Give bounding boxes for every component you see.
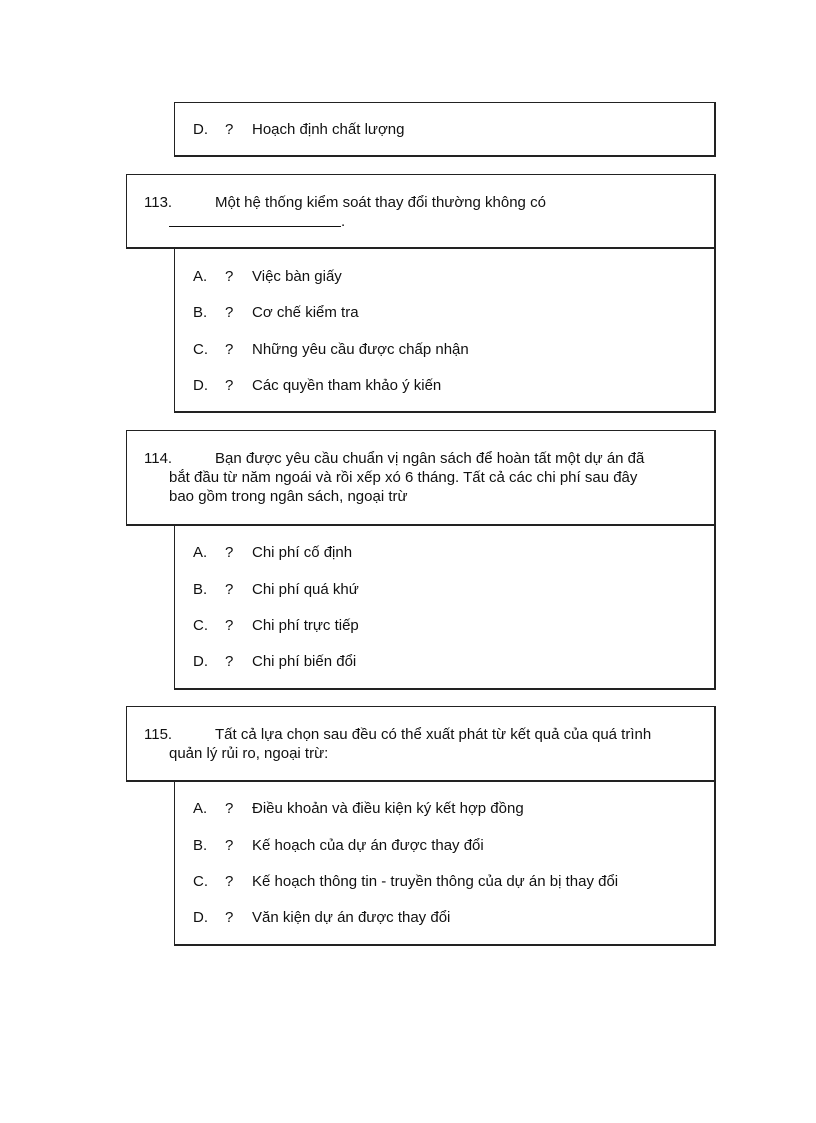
option-text: Kế hoạch thông tin - truyền thông của dự án bị thay đổi (252, 873, 619, 890)
question-113-options-box (174, 247, 716, 413)
question-line: quản lý rủi ro, ngoại trừ: (169, 745, 329, 762)
option-text: Cơ chế kiểm tra (252, 304, 359, 321)
option-c[interactable] (193, 616, 359, 636)
option-a[interactable] (193, 543, 352, 563)
option-mark: ? (225, 268, 234, 285)
option-text: Điều khoản và điều kiện ký kết hợp đồng (252, 800, 524, 817)
blank-suffix: . (341, 213, 346, 230)
option-d[interactable] (193, 120, 404, 140)
option-mark: ? (225, 581, 234, 598)
question-114-text (144, 449, 694, 506)
option-letter: B. (193, 581, 208, 598)
option-text: Những yêu cầu được chấp nhận (252, 341, 469, 358)
option-text: Hoạch định chất lượng (252, 121, 405, 138)
option-c[interactable] (193, 340, 469, 360)
option-text: Chi phí biến đổi (252, 653, 357, 670)
question-115-text (144, 725, 694, 763)
question-113-text (144, 193, 694, 231)
question-113-box (126, 174, 716, 249)
option-letter: A. (193, 800, 208, 817)
question-number: 114. (144, 450, 173, 467)
question-line: bắt đầu từ năm ngoái và rồi xếp xó 6 tháng. Tất cả các chi phí sau đây (169, 469, 638, 486)
option-letter: A. (193, 544, 208, 561)
option-text: Chi phí cố định (252, 544, 353, 561)
question-number: 115. (144, 726, 173, 743)
option-mark: ? (225, 873, 234, 890)
option-mark: ? (225, 121, 234, 138)
answer-blank (169, 212, 341, 227)
option-text: Các quyền tham khảo ý kiến (252, 377, 442, 394)
option-text: Chi phí quá khứ (252, 581, 359, 598)
option-letter: C. (193, 341, 208, 358)
question-114-box (126, 430, 716, 526)
question-number: 113. (144, 194, 173, 211)
option-mark: ? (225, 544, 234, 561)
option-text: Văn kiện dự án được thay đổi (252, 909, 451, 926)
option-mark: ? (225, 341, 234, 358)
option-letter: B. (193, 837, 208, 854)
option-d[interactable] (193, 652, 356, 672)
option-mark: ? (225, 837, 234, 854)
option-a[interactable] (193, 267, 342, 287)
question-line: Bạn được yêu cầu chuẩn vị ngân sách để hoàn tất một dự án đã (215, 450, 645, 467)
option-mark: ? (225, 800, 234, 817)
option-mark: ? (225, 304, 234, 321)
question-114-options-box (174, 524, 716, 690)
option-b[interactable] (193, 303, 359, 323)
option-mark: ? (225, 377, 234, 394)
question-115-options-box (174, 780, 716, 946)
q112-options-box (174, 102, 716, 157)
option-mark: ? (225, 909, 234, 926)
question-line: bao gồm trong ngân sách, ngoại trừ (169, 488, 408, 505)
question-115-box (126, 706, 716, 782)
option-text: Kế hoạch của dự án được thay đổi (252, 837, 484, 854)
question-line: Một hệ thống kiểm soát thay đổi thường không có (215, 194, 546, 211)
option-b[interactable] (193, 836, 484, 856)
option-a[interactable] (193, 799, 524, 819)
option-letter: D. (193, 121, 208, 138)
option-d[interactable] (193, 376, 441, 396)
option-d[interactable] (193, 908, 450, 928)
option-b[interactable] (193, 580, 359, 600)
option-letter: C. (193, 617, 208, 634)
question-line: Tất cả lựa chọn sau đều có thể xuất phát từ kết quả của quá trình (215, 726, 652, 743)
option-mark: ? (225, 617, 234, 634)
option-letter: D. (193, 377, 208, 394)
option-letter: D. (193, 653, 208, 670)
option-letter: C. (193, 873, 208, 890)
option-letter: A. (193, 268, 208, 285)
option-letter: D. (193, 909, 208, 926)
option-letter: B. (193, 304, 208, 321)
option-text: Chi phí trực tiếp (252, 617, 359, 634)
option-text: Việc bàn giấy (252, 268, 342, 285)
option-c[interactable] (193, 872, 618, 892)
option-mark: ? (225, 653, 234, 670)
